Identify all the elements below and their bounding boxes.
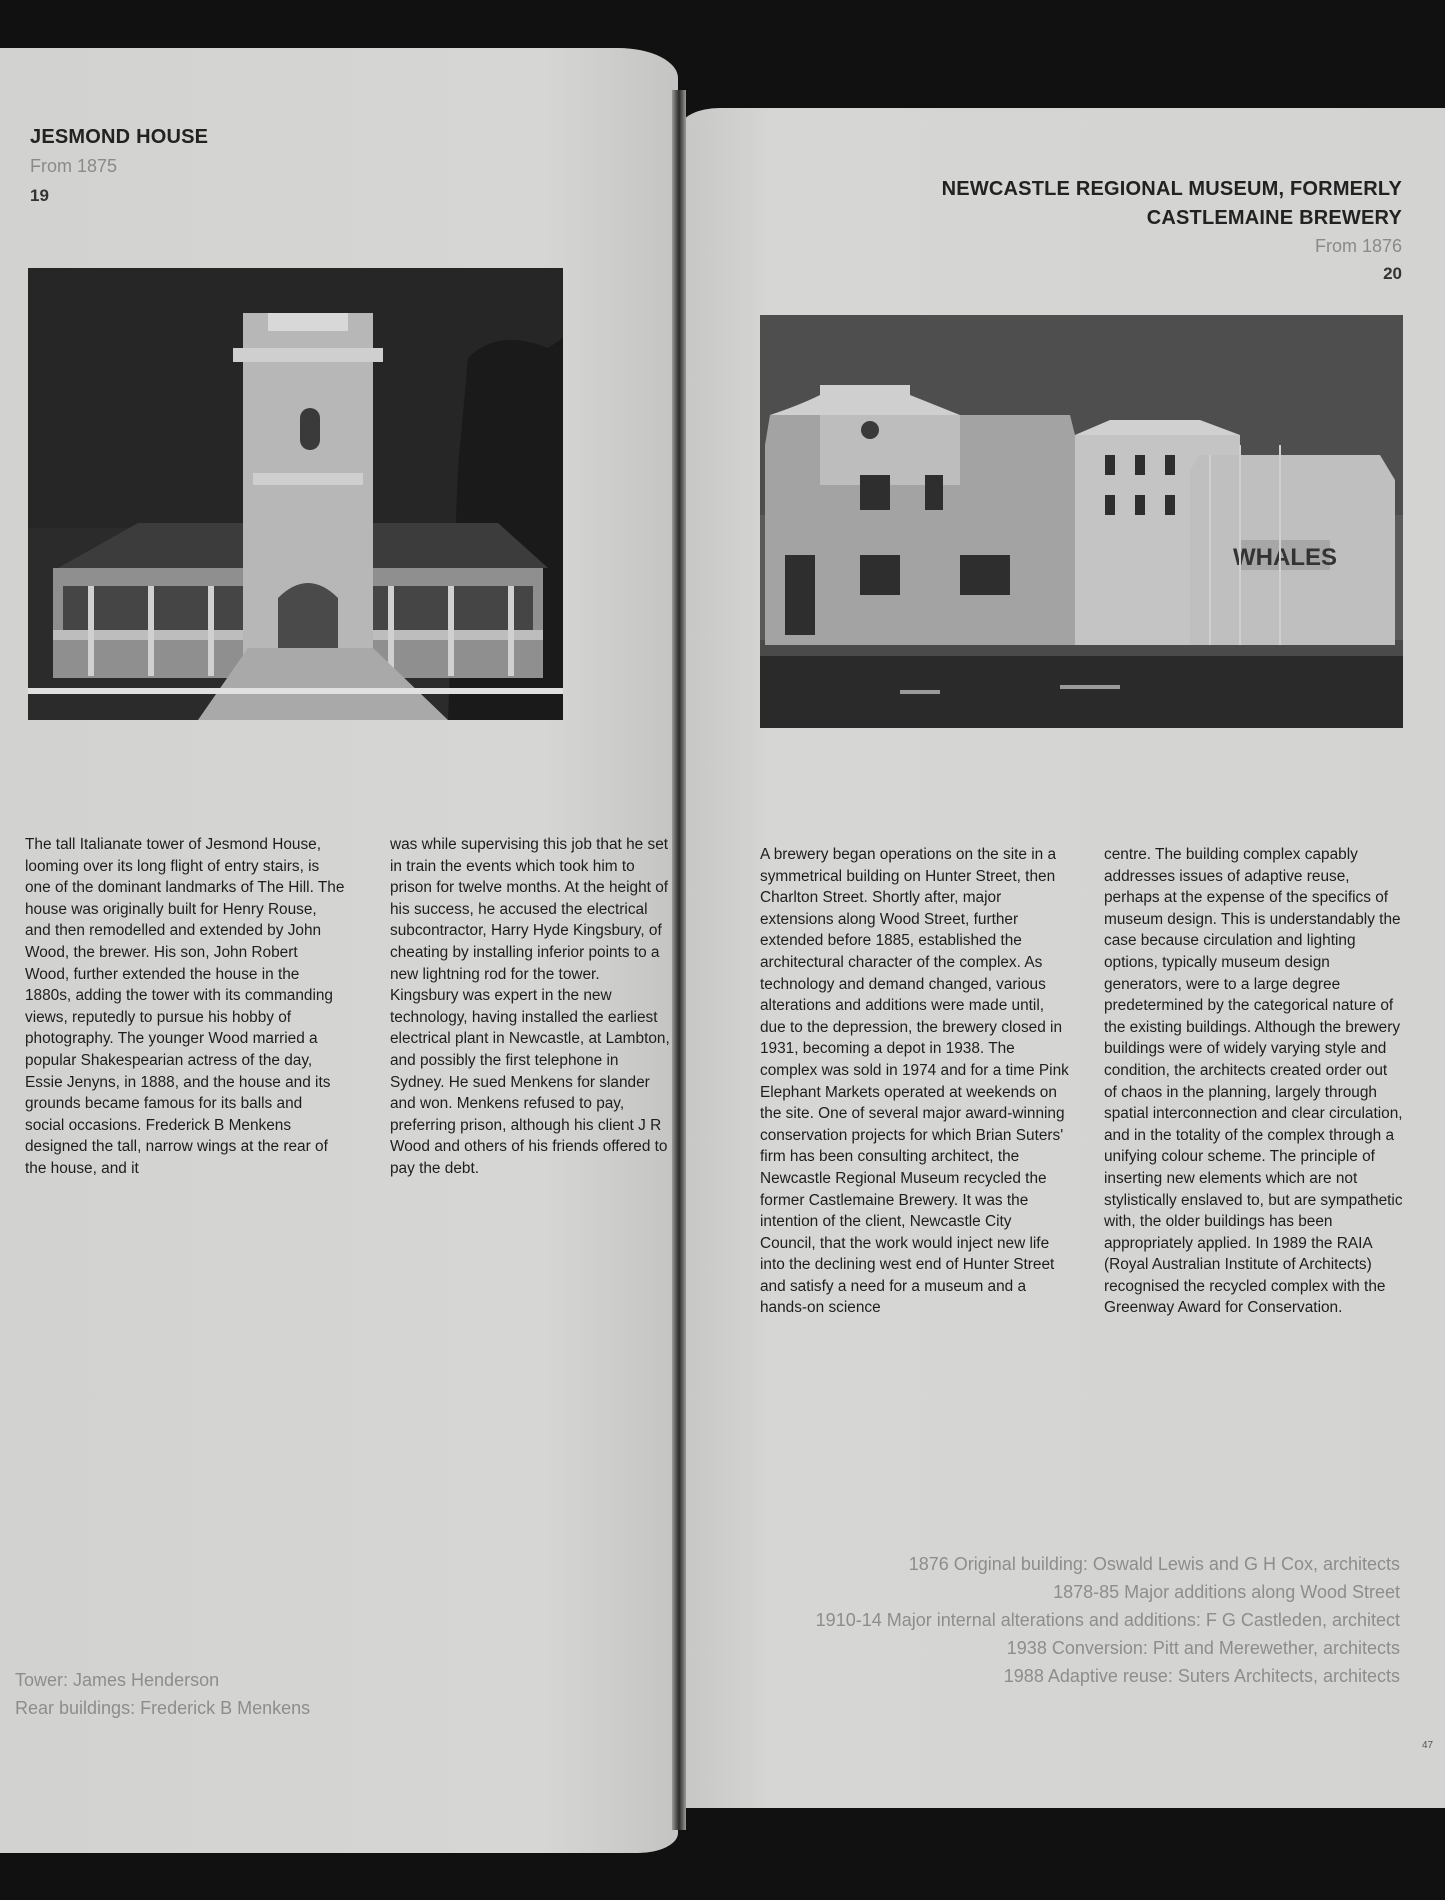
right-page-title-line-1: NEWCASTLE REGIONAL MUSEUM, FORMERLY	[941, 178, 1402, 200]
credit-line: Tower: James Henderson	[15, 1670, 220, 1690]
right-page-date: From 1876	[1314, 236, 1402, 256]
left-col1-text: The tall Italianate tower of Jesmond House, looming over its long flight of entry stairs, is one of the dominant landmarks of The Hill. The house was originally built for Henry Rouse, and then remodelled and extended by John Wood, the brewer. His son, John Robert Wood, further extended the house in the 1880s, adding the tower with its commanding views, reputedly to pursue his hobby of photography. The younger Wood married a popular Shakespearian actress of the day, Essie Jenyns, in 1888, and the house and its grounds became famous for its balls and social occasions. Frederick B Menkens designed the tall, narrow wings at the rear of the house, and it	[25, 836, 345, 1177]
museum-brewery-photo	[760, 315, 1403, 728]
right-col2-text: centre. The building complex capably addresses issues of adaptive reuse, perhaps at the expense of the specifics of museum design. This is understandably the case because circulation and lighting options, typically museum design generators, were to a large degree predetermined by the categorical nature of the existing buildings. Although the brewery buildings were of widely varying style and condition, the architects created order out of chaos in the planning, largely through spatial interconnection and clear circulation, and in the totality of the complex through a unifying colour scheme. The principle of inserting new elements which are not stylistically enslaved to, but are sympathetic with, the older buildings has been appropriately applied. In 1989 the RAIA (Royal Australian Institute of Architects) recognised the recycled complex with the Greenway Award for Conservation.	[1104, 846, 1403, 1317]
right-page-number: 20	[1383, 264, 1402, 283]
credit-line: 1876 Original building: Oswald Lewis and G H Cox, architects	[908, 1554, 1400, 1574]
left-credits	[15, 1666, 310, 1722]
credit-line: Rear buildings: Frederick B Menkens	[15, 1698, 311, 1718]
credit-line: 1938 Conversion: Pitt and Merewether, architects	[1006, 1638, 1400, 1658]
right-page-title-line-2: CASTLEMAINE BREWERY	[1146, 207, 1402, 229]
right-body-column-2	[1104, 844, 1404, 1319]
right-body-column-1	[760, 844, 1070, 1319]
left-col2-text: was while supervising this job that he set in train the events which took him to prison for twelve months. At the height of his success, he accused the electrical subcontractor, Harry Hyde Kingsbury, of cheating by installing inferior points to a new lightning rod for the tower. Kingsbury was expert in the new technology, having installed the earliest electrical plant in Newcastle, at Lambton, and possibly the first telephone in Sydney. He sued Menkens for slander and won. Menkens refused to pay, preferring prison, although his client J R Wood and others of his friends offered to pay the debt.	[390, 836, 670, 1177]
jesmond-house-photo	[28, 268, 563, 720]
right-col1-text: A brewery began operations on the site in a symmetrical building on Hunter Street, then Charlton Street. Shortly after, major extensions along Wood Street, further extended before 1885, established the architectural character of the complex. As technology and demand changed, various alterations and additions were made until, due to the depression, the brewery closed in 1931, becoming a depot in 1938. The complex was sold in 1974 and for a time Pink Elephant Markets operated at weekends on the site. One of several major award-winning conservation projects for which Brian Suters' firm has been consulting architect, the Newcastle Regional Museum recycled the former Castlemaine Brewery. It was the intention of the client, Newcastle City Council, that the work would inject new life into the declining west end of Hunter Street and satisfy a need for a museum and a hands-on science	[760, 846, 1069, 1317]
whales-sign: WHALES	[1233, 544, 1337, 571]
book-gutter	[672, 90, 686, 1830]
left-body-column-1	[25, 834, 345, 1180]
left-page-date: From 1875	[30, 156, 118, 176]
credit-line: 1910-14 Major internal alterations and additions: F G Castleden, architect	[815, 1610, 1400, 1630]
left-body-column-2	[390, 834, 670, 1180]
credit-line: 1878-85 Major additions along Wood Street	[1053, 1582, 1400, 1602]
left-page-title: JESMOND HOUSE	[30, 126, 209, 148]
credit-line: 1988 Adaptive reuse: Suters Architects, architects	[1003, 1666, 1400, 1686]
left-page-number: 19	[30, 186, 49, 205]
right-credits	[760, 1550, 1400, 1690]
folio-number: 47	[1422, 1740, 1434, 1751]
